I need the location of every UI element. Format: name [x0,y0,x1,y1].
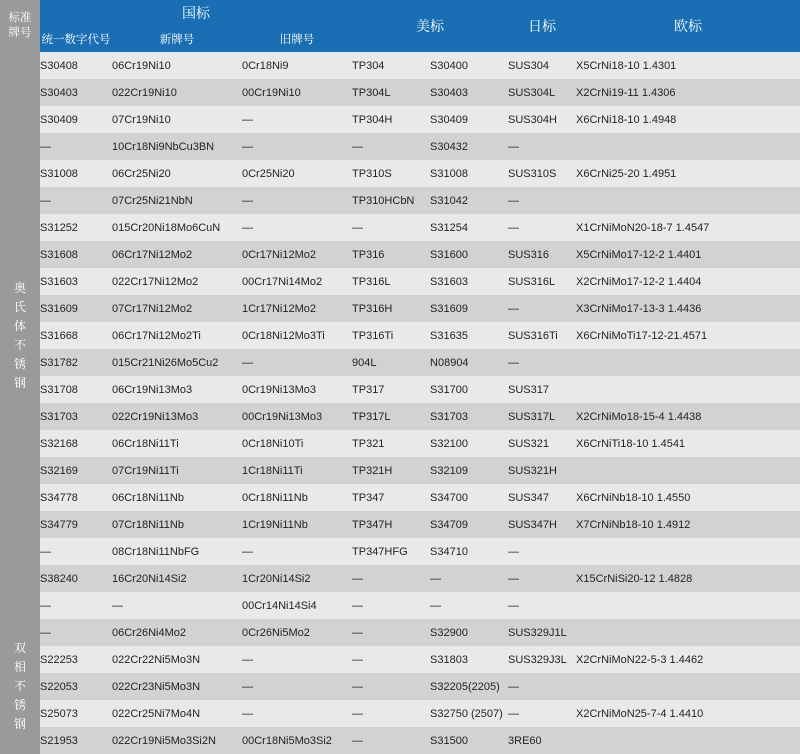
cell-r16-c7 [576,457,800,484]
cell-r15-c4: TP321 [352,430,430,457]
cell-r24-c4: — [352,673,430,700]
table-row [0,565,800,592]
cell-r6-c6: — [508,187,576,214]
cell-r17-c4: TP347 [352,484,430,511]
cell-r16-c6: SUS321H [508,457,576,484]
header-sub-new-grade: 新牌号 [112,26,242,52]
cell-r14-c6: SUS317L [508,403,576,430]
cell-r16-c5: S32109 [430,457,508,484]
cell-r10-c7: X3CrNiMo17-13-3 1.4436 [576,295,800,322]
cell-r8-c6: SUS316 [508,241,576,268]
cell-r14-c4: TP317L [352,403,430,430]
cell-r2-c4: TP304L [352,79,430,106]
cell-r26-c3: 00Cr18Ni5Mo3Si2 [242,727,352,754]
cell-r22-c6: SUS329J1L [508,619,576,646]
cell-r13-c4: TP317 [352,376,430,403]
cell-r5-c1: S31008 [40,160,112,187]
cell-r21-c2: — [112,592,242,619]
cell-r24-c7 [576,673,800,700]
table-row [0,133,800,160]
table-row [0,268,800,295]
cell-r24-c1: S22053 [40,673,112,700]
cell-r23-c4: — [352,646,430,673]
cell-r2-c5: S30403 [430,79,508,106]
cell-r15-c5: S32100 [430,430,508,457]
header-row-groups [0,0,800,26]
cell-r11-c3: 0Cr18Ni12Mo3Ti [242,322,352,349]
cell-r11-c2: 06Cr17Ni12Mo2Ti [112,322,242,349]
header-sub-old-grade: 旧牌号 [242,26,352,52]
row-group-label: 双 相 不 锈 钢 [0,619,40,754]
table-row [0,646,800,673]
cell-r11-c7: X6CrNiMoTi17-12-21.4571 [576,322,800,349]
cell-r5-c4: TP310S [352,160,430,187]
cell-r8-c7: X5CrNiMo17-12-2 1.4401 [576,241,800,268]
cell-r24-c6: — [508,673,576,700]
cell-r15-c6: SUS321 [508,430,576,457]
cell-r10-c3: 1Cr17Ni12Mo2 [242,295,352,322]
cell-r24-c2: 022Cr23Ni5Mo3N [112,673,242,700]
cell-r9-c2: 022Cr17Ni12Mo2 [112,268,242,295]
cell-r21-c5: — [430,592,508,619]
table-row [0,106,800,133]
cell-r6-c5: S31042 [430,187,508,214]
cell-r26-c4: — [352,727,430,754]
cell-r10-c6: — [508,295,576,322]
cell-r17-c1: S34778 [40,484,112,511]
cell-r13-c2: 06Cr19Ni13Mo3 [112,376,242,403]
cell-r3-c6: SUS304H [508,106,576,133]
cell-r4-c3: — [242,133,352,160]
cell-r8-c3: 0Cr17Ni12Mo2 [242,241,352,268]
cell-r6-c2: 07Cr25Ni21NbN [112,187,242,214]
table-row [0,727,800,754]
cell-r20-c3: 1Cr20Ni14Si2 [242,565,352,592]
cell-r19-c1: — [40,538,112,565]
cell-r22-c3: 0Cr26Ni5Mo2 [242,619,352,646]
cell-r13-c1: S31708 [40,376,112,403]
cell-r3-c5: S30409 [430,106,508,133]
cell-r16-c1: S32169 [40,457,112,484]
cell-r18-c7: X7CrNiNb18-10 1.4912 [576,511,800,538]
cell-r9-c4: TP316L [352,268,430,295]
cell-r23-c5: S31803 [430,646,508,673]
cell-r7-c2: 015Cr20Ni18Mo6CuN [112,214,242,241]
cell-r12-c3: — [242,349,352,376]
cell-r9-c6: SUS316L [508,268,576,295]
cell-r3-c1: S30409 [40,106,112,133]
table-row [0,349,800,376]
cell-r6-c1: — [40,187,112,214]
cell-r8-c5: S31600 [430,241,508,268]
cell-r11-c4: TP316Ti [352,322,430,349]
cell-r19-c5: S34710 [430,538,508,565]
cell-r9-c3: 00Cr17Ni14Mo2 [242,268,352,295]
table-row [0,214,800,241]
cell-r19-c2: 08Cr18Ni11NbFG [112,538,242,565]
cell-r25-c2: 022Cr25Ni7Mo4N [112,700,242,727]
cell-r12-c4: 904L [352,349,430,376]
header-sub-unified-code: 统一数字代号 [40,26,112,52]
cell-r22-c7 [576,619,800,646]
cell-r7-c3: — [242,214,352,241]
table-row [0,52,800,79]
cell-r1-c5: S30400 [430,52,508,79]
cell-r12-c5: N08904 [430,349,508,376]
cell-r12-c7 [576,349,800,376]
cell-r7-c7: X1CrNiMoN20-18-7 1.4547 [576,214,800,241]
table-row [0,592,800,619]
cell-r26-c5: S31500 [430,727,508,754]
cell-r19-c3: — [242,538,352,565]
cell-r26-c6: 3RE60 [508,727,576,754]
cell-r25-c4: — [352,700,430,727]
corner-label-grade: 牌号 [8,27,32,39]
cell-r25-c7: X2CrNiMoN25-7-4 1.4410 [576,700,800,727]
cell-r3-c4: TP304H [352,106,430,133]
cell-r20-c5: — [430,565,508,592]
cell-r6-c3: — [242,187,352,214]
cell-r21-c4: — [352,592,430,619]
cell-r11-c5: S31635 [430,322,508,349]
cell-r4-c4: — [352,133,430,160]
cell-r15-c1: S32168 [40,430,112,457]
cell-r13-c3: 0Cr19Ni13Mo3 [242,376,352,403]
table-row [0,700,800,727]
corner-label-standard: 标准 [8,12,32,24]
cell-r4-c5: S30432 [430,133,508,160]
cell-r16-c4: TP321H [352,457,430,484]
cell-r18-c2: 07Cr18Ni11Nb [112,511,242,538]
cell-r21-c3: 00Cr14Ni14Si4 [242,592,352,619]
cell-r15-c7: X6CrNiTi18-10 1.4541 [576,430,800,457]
cell-r26-c2: 022Cr19Ni5Mo3Si2N [112,727,242,754]
cell-r5-c3: 0Cr25Ni20 [242,160,352,187]
cell-r8-c1: S31608 [40,241,112,268]
cell-r11-c1: S31668 [40,322,112,349]
cell-r14-c7: X2CrNiMo18-15-4 1.4438 [576,403,800,430]
cell-r10-c1: S31609 [40,295,112,322]
table-row [0,673,800,700]
cell-r7-c6: — [508,214,576,241]
cell-r26-c1: S21953 [40,727,112,754]
cell-r8-c4: TP316 [352,241,430,268]
cell-r2-c6: SUS304L [508,79,576,106]
cell-r10-c4: TP316H [352,295,430,322]
cell-r6-c7 [576,187,800,214]
cell-r15-c2: 06Cr18Ni11Ti [112,430,242,457]
cell-r26-c7 [576,727,800,754]
cell-r17-c6: SUS347 [508,484,576,511]
cell-r5-c7: X6CrNi25-20 1.4951 [576,160,800,187]
cell-r21-c6: — [508,592,576,619]
cell-r5-c5: S31008 [430,160,508,187]
cell-r4-c2: 10Cr18Ni9NbCu3BN [112,133,242,160]
cell-r14-c2: 022Cr19Ni13Mo3 [112,403,242,430]
cell-r2-c7: X2CrNi19-11 1.4306 [576,79,800,106]
cell-r23-c1: S22253 [40,646,112,673]
cell-r3-c2: 07Cr19Ni10 [112,106,242,133]
cell-r20-c7: X15CrNiSi20-12 1.4828 [576,565,800,592]
cell-r1-c3: 0Cr18Ni9 [242,52,352,79]
cell-r19-c6: — [508,538,576,565]
cell-r4-c6: — [508,133,576,160]
cell-r17-c7: X6CrNiNb18-10 1.4550 [576,484,800,511]
cell-r23-c6: SUS329J3L [508,646,576,673]
cell-r2-c2: 022Cr19Ni10 [112,79,242,106]
cell-r20-c1: S38240 [40,565,112,592]
row-group-label: 奥 氏 体 不 锈 钢 [0,52,40,619]
cell-r18-c3: 1Cr19Ni11Nb [242,511,352,538]
cell-r14-c3: 00Cr19Ni13Mo3 [242,403,352,430]
cell-r1-c6: SUS304 [508,52,576,79]
corner-label [0,0,40,52]
cell-r5-c2: 06Cr25Ni20 [112,160,242,187]
cell-r13-c6: SUS317 [508,376,576,403]
table-row [0,538,800,565]
cell-r25-c5: S32750 (2507) [430,700,508,727]
cell-r12-c1: S31782 [40,349,112,376]
cell-r7-c1: S31252 [40,214,112,241]
cell-r22-c2: 06Cr26Ni4Mo2 [112,619,242,646]
cell-r13-c5: S31700 [430,376,508,403]
cell-r9-c1: S31603 [40,268,112,295]
header-group-astm: 美标 [352,0,508,52]
table-row [0,322,800,349]
cell-r21-c1: — [40,592,112,619]
cell-r7-c4: — [352,214,430,241]
cell-r18-c6: SUS347H [508,511,576,538]
cell-r3-c3: — [242,106,352,133]
cell-r1-c2: 06Cr19Ni10 [112,52,242,79]
header-group-jis: 日标 [508,0,576,52]
cell-r4-c1: — [40,133,112,160]
table-row [0,160,800,187]
cell-r18-c4: TP347H [352,511,430,538]
cell-r1-c1: S30408 [40,52,112,79]
cell-r23-c2: 022Cr22Ni5Mo3N [112,646,242,673]
cell-r20-c6: — [508,565,576,592]
cell-r12-c6: — [508,349,576,376]
cell-r9-c5: S31603 [430,268,508,295]
cell-r22-c5: S32900 [430,619,508,646]
cell-r25-c1: S25073 [40,700,112,727]
table-row [0,430,800,457]
table-row [0,403,800,430]
cell-r7-c5: S31254 [430,214,508,241]
cell-r17-c5: S34700 [430,484,508,511]
cell-r5-c6: SUS310S [508,160,576,187]
table-row [0,376,800,403]
table-row [0,79,800,106]
cell-r24-c3: — [242,673,352,700]
cell-r3-c7: X6CrNi18-10 1.4948 [576,106,800,133]
cell-r2-c3: 00Cr19Ni10 [242,79,352,106]
header-group-gb: 国标 [40,0,352,26]
cell-r17-c2: 06Cr18Ni11Nb [112,484,242,511]
cell-r22-c4: — [352,619,430,646]
cell-r14-c5: S31703 [430,403,508,430]
cell-r20-c4: — [352,565,430,592]
cell-r1-c7: X5CrNi18-10 1.4301 [576,52,800,79]
cell-r18-c5: S34709 [430,511,508,538]
header-group-en: 欧标 [576,0,800,52]
cell-r6-c4: TP310HCbN [352,187,430,214]
cell-r19-c4: TP347HFG [352,538,430,565]
cell-r23-c7: X2CrNiMoN22-5-3 1.4462 [576,646,800,673]
cell-r11-c6: SUS316Ti [508,322,576,349]
cell-r18-c1: S34779 [40,511,112,538]
cell-r25-c3: — [242,700,352,727]
cell-r22-c1: — [40,619,112,646]
table-row [0,295,800,322]
table-row [0,511,800,538]
cell-r12-c2: 015Cr21Ni26Mo5Cu2 [112,349,242,376]
cell-r10-c5: S31609 [430,295,508,322]
cell-r14-c1: S31703 [40,403,112,430]
cell-r2-c1: S30403 [40,79,112,106]
cell-r4-c7 [576,133,800,160]
cell-r16-c3: 1Cr18Ni11Ti [242,457,352,484]
cell-r9-c7: X2CrNiMo17-12-2 1.4404 [576,268,800,295]
table-row [0,484,800,511]
cell-r10-c2: 07Cr17Ni12Mo2 [112,295,242,322]
cell-r16-c2: 07Cr19Ni11Ti [112,457,242,484]
cell-r1-c4: TP304 [352,52,430,79]
cell-r19-c7 [576,538,800,565]
cell-r13-c7 [576,376,800,403]
cell-r21-c7 [576,592,800,619]
cell-r20-c2: 16Cr20Ni14Si2 [112,565,242,592]
cell-r24-c5: S32205(2205) [430,673,508,700]
table-row [0,457,800,484]
cell-r17-c3: 0Cr18Ni11Nb [242,484,352,511]
table-row [0,619,800,646]
cell-r25-c6: — [508,700,576,727]
cell-r8-c2: 06Cr17Ni12Mo2 [112,241,242,268]
cell-r23-c3: — [242,646,352,673]
table-row [0,241,800,268]
table-row [0,187,800,214]
cell-r15-c3: 0Cr18Ni10Ti [242,430,352,457]
